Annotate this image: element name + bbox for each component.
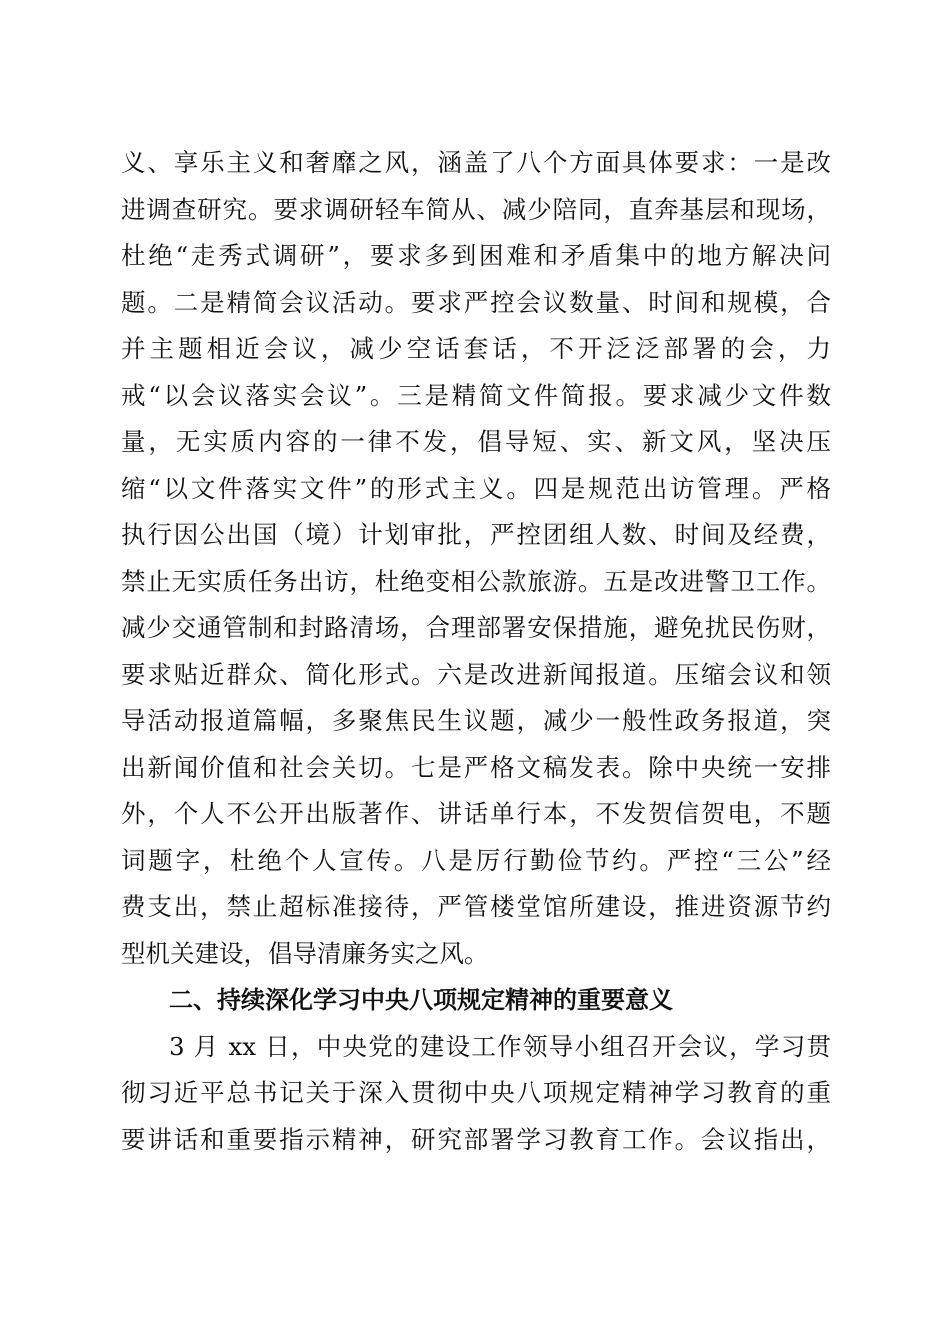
body-text-line: 杜绝“走秀式调研”，要求多到困难和矛盾集中的地方解决问 [121,241,831,270]
body-text-line: 3 月 xx 日，中央党的建设工作领导小组召开会议，学习贯 [169,1032,831,1061]
body-text-line: 戒“以会议落实会议”。三是精简文件简报。要求减少文件数 [121,381,831,410]
body-text-line: 并主题相近会议，减少空话套话，不开泛泛部署的会，力 [121,334,831,363]
body-text-line: 费支出，禁止超标准接待，严管楼堂馆所建设，推进资源节约 [121,892,831,921]
body-text-line: 减少交通管制和封路清场，合理部署安保措施，避免扰民伤财， [121,613,831,642]
body-text-line: 缩“以文件落实文件”的形式主义。四是规范出访管理。严格 [121,474,831,503]
body-text-line: 量，无实质内容的一律不发，倡导短、实、新文风，坚决压 [121,427,831,456]
body-text-line: 彻习近平总书记关于深入贯彻中央八项规定精神学习教育的重 [121,1078,831,1107]
section-heading: 二、持续深化学习中央八项规定精神的重要意义 [169,986,673,1014]
body-text-line: 要讲话和重要指示精神，研究部署学习教育工作。会议指出， [121,1125,831,1154]
body-text-line: 外，个人不公开出版著作、讲话单行本，不发贺信贺电，不题 [121,799,831,828]
body-text-line: 出新闻价值和社会关切。七是严格文稿发表。除中央统一安排 [121,753,831,782]
body-text-line-last: 型机关建设，倡导清廉务实之风。 [121,939,489,968]
body-text-line: 执行因公出国（境）计划审批，严控团组人数、时间及经费， [121,520,831,549]
body-text-line: 题。二是精简会议活动。要求严控会议数量、时间和规模，合 [121,288,831,317]
body-text-line: 导活动报道篇幅，多聚焦民生议题，减少一般性政务报道，突 [121,706,831,735]
body-text-line: 义、享乐主义和奢靡之风，涵盖了八个方面具体要求：一是改 [121,148,831,177]
body-text-line: 进调查研究。要求调研轻车简从、减少陪同，直奔基层和现场， [121,195,831,224]
body-text-line: 禁止无实质任务出访，杜绝变相公款旅游。五是改进警卫工作。 [121,567,831,596]
body-text-line: 要求贴近群众、简化形式。六是改进新闻报道。压缩会议和领 [121,660,831,689]
body-text-line: 词题字，杜绝个人宣传。八是厉行勤俭节约。严控“三公”经 [121,846,831,875]
